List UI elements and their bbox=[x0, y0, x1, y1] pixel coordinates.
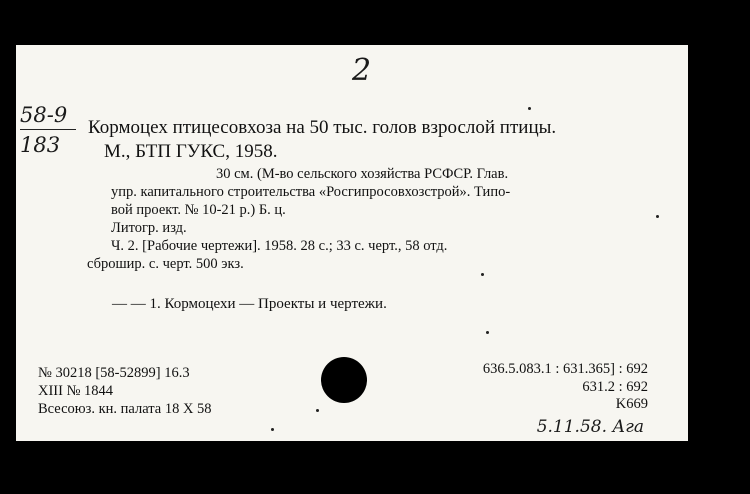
author-mark: K669 bbox=[615, 396, 648, 412]
call-number-bottom: 183 bbox=[20, 133, 61, 157]
catalog-card bbox=[16, 45, 688, 441]
section-number: XIII № 1844 bbox=[38, 383, 114, 399]
call-number-top: 58-9 bbox=[20, 103, 68, 127]
description-line: сброшир. с. черт. 500 экз. bbox=[87, 256, 244, 272]
speck bbox=[481, 273, 484, 276]
description-line: вой проект. № 10-21 р.) Б. ц. bbox=[111, 202, 286, 218]
description-line: Ч. 2. [Рабочие чертежи]. 1958. 28 с.; 33 с. черт., 58 отд. bbox=[111, 238, 448, 254]
speck bbox=[528, 107, 531, 110]
speck bbox=[271, 428, 274, 431]
speck bbox=[656, 215, 659, 218]
title-line-1: Кормоцех птицесовхоза на 50 тыс. голов взрослой птицы. bbox=[88, 117, 557, 138]
description-line: Литогр. изд. bbox=[111, 220, 187, 236]
handwritten-signature: 5.11.58. Ага bbox=[536, 417, 644, 437]
udc-classification-1: 636.5.083.1 : 631.365] : 692 bbox=[482, 361, 648, 377]
speck bbox=[486, 331, 489, 334]
punch-hole bbox=[321, 357, 367, 403]
title-line-2: М., БТП ГУКС, 1958. bbox=[104, 141, 278, 162]
registration-number: № 30218 [58-52899] 16.3 bbox=[38, 365, 190, 381]
description-line: 30 см. (М-во сельского хозяйства РСФСР. Глав. bbox=[216, 166, 509, 182]
issuer-line: Всесоюз. кн. палата 18 X 58 bbox=[38, 401, 212, 417]
page-number: 2 bbox=[352, 53, 372, 88]
description-line: упр. капитального строительства «Росгипросовхозстрой». Типо- bbox=[111, 184, 511, 200]
speck bbox=[316, 409, 319, 412]
udc-classification-2: 631.2 : 692 bbox=[582, 379, 648, 395]
subject-heading: — — 1. Кормоцехи — Проекты и чертежи. bbox=[112, 296, 387, 312]
call-number-divider bbox=[20, 129, 76, 130]
